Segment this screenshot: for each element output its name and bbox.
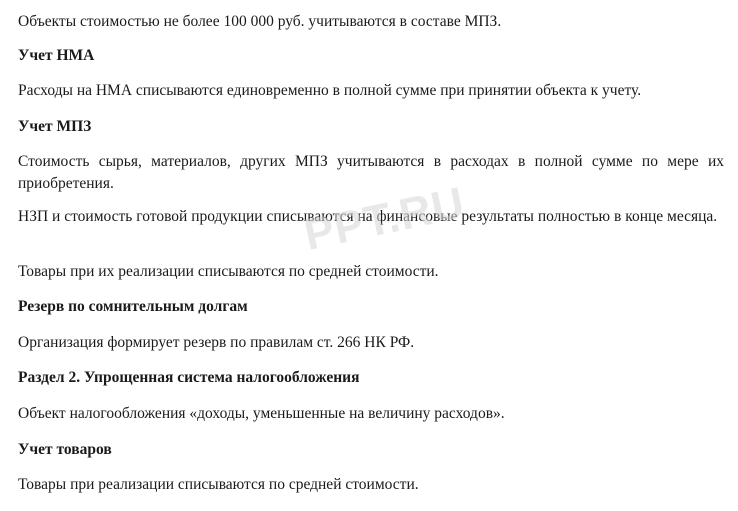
- watermark-logo: PPT.RU: [300, 178, 470, 260]
- paragraph-mpz-threshold: Объекты стоимостью не более 100 000 руб. учитываются в составе МПЗ.: [18, 13, 502, 30]
- paragraph-nma: Расходы на НМА списываются единовременно в полной сумме при принятии объекта к учету.: [18, 82, 642, 99]
- paragraph-goods-accounting: Товары при реализации списываются по средней стоимости.: [18, 476, 419, 493]
- heading-mpz: Учет МПЗ: [18, 118, 92, 135]
- paragraph-mpz-goods: Товары при их реализации списываются по средней стоимости.: [18, 263, 439, 280]
- heading-goods-accounting: Учет товаров: [18, 441, 112, 458]
- heading-section-2: Раздел 2. Упрощенная система налогообложения: [18, 369, 360, 386]
- paragraph-tax-object: Объект налогообложения «доходы, уменьшенные на величину расходов».: [18, 405, 505, 422]
- paragraph-mpz-materials: Стоимость сырья, материалов, других МПЗ учитываются в расходах в полной сумме по мере их приобретения.: [18, 153, 724, 192]
- heading-nma: Учет НМА: [18, 47, 95, 64]
- paragraph-doubtful-debts: Организация формирует резерв по правилам ст. 266 НК РФ.: [18, 334, 415, 351]
- paragraph-mpz-wip: НЗП и стоимость готовой продукции списываются на финансовые результаты полностью в конце месяца.: [18, 208, 718, 225]
- heading-doubtful-debts: Резерв по сомнительным долгам: [18, 298, 248, 315]
